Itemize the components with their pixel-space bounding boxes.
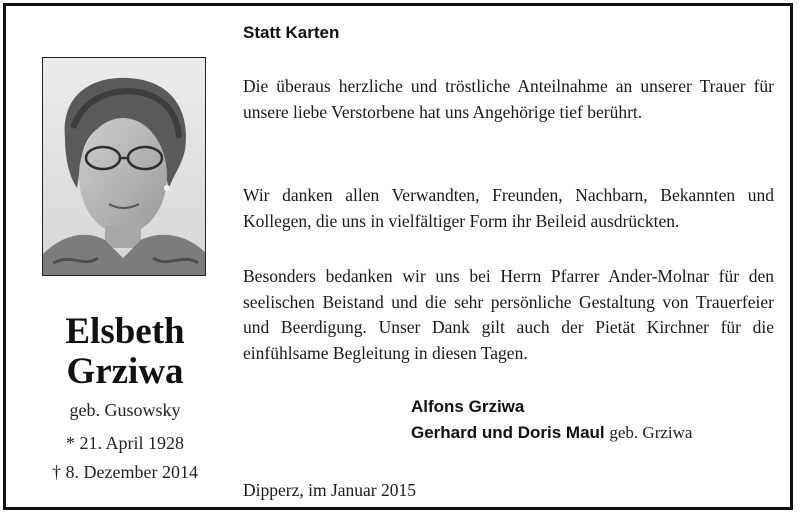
signatory-name: Gerhard und Doris Maul — [411, 423, 605, 442]
born-name: geb. Gusowsky — [69, 400, 181, 420]
notice-heading: Statt Karten — [243, 23, 340, 42]
birth-date: * 21. April 1928 — [65, 433, 184, 453]
signatory-note: geb. Grziwa — [609, 423, 693, 442]
paragraph-thanks: Die überaus herzliche und tröstliche Anteilnahme an unserer Trauer für unsere liebe Verstorbene hat uns Angehörige tief berührt. — [243, 76, 774, 122]
deceased-last-name: Grziwa — [66, 351, 184, 392]
paragraph-relatives: Wir danken allen Verwandten, Freunden, Nachbarn, Bekannten und Kollegen, die uns in vielfältiger Form ihr Beileid ausdrückten. — [243, 185, 774, 231]
paragraph-pastor: Besonders bedanken wir uns bei Herrn Pfarrer Ander-Molnar für den seelischen Beistand und die sehr persönliche Gestaltung von Trauerfeier und Beerdigung. Unser Dank gilt auch der Pietät Kirchner für die einfühlsame Begleitung in diesen Tagen. — [243, 266, 774, 363]
death-date: † 8. Dezember 2014 — [52, 462, 198, 482]
signatory — [411, 397, 524, 417]
deceased-first-name: Elsbeth — [65, 311, 185, 352]
signatory — [411, 423, 692, 443]
portrait-photo — [42, 57, 206, 276]
signatory-name: Alfons Grziwa — [411, 397, 525, 416]
place-date: Dipperz, im Januar 2015 — [243, 480, 417, 500]
